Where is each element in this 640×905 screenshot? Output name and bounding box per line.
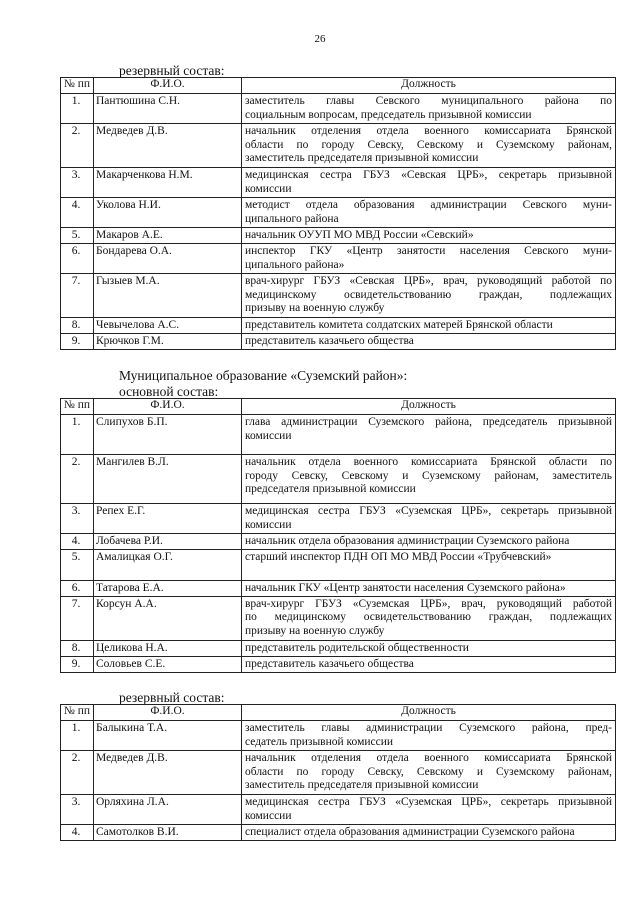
position-line: медицинская сестра ГБУЗ «Суземская ЦРБ», секретарь призывной: [245, 796, 612, 808]
row-number: 6.: [61, 244, 94, 274]
row-number: 9.: [61, 334, 94, 350]
position-line: комиссии: [245, 518, 292, 531]
table-row: [61, 124, 616, 168]
position-line: комиссии: [245, 429, 292, 442]
position-cell: [242, 596, 616, 640]
position-line: комиссии: [245, 182, 292, 195]
position-cell: [242, 228, 616, 244]
position-line: медицинскому освидетельствованию граждан, подлежащих: [245, 288, 612, 301]
row-number: 2.: [61, 751, 94, 795]
position-line: по медицинскому освидетельствованию граждан, подлежащих: [245, 611, 612, 623]
header-num: № пп: [61, 78, 94, 94]
person-name: Самотолков В.И.: [94, 825, 242, 841]
table-row: [61, 656, 616, 672]
position-line: социальным вопросам, председатель призывной комиссии: [245, 108, 532, 121]
position-cell: [242, 504, 616, 534]
person-name: Целикова Н.А.: [94, 640, 242, 656]
person-name: Балыкина Т.А.: [94, 721, 242, 751]
row-number: 8.: [61, 640, 94, 656]
position-line: представитель комитета солдатских матерей Брянской области: [245, 319, 553, 331]
position-line: ципального района: [245, 212, 339, 225]
table-row: [61, 581, 616, 597]
person-name: Лобачева Р.И.: [94, 534, 242, 550]
position-line: заместитель главы Севского муниципального района по: [245, 95, 612, 107]
position-line: медицинская сестра ГБУЗ «Севская ЦРБ», секретарь призывной: [245, 169, 612, 181]
main-composition-table-suzemka: [60, 398, 616, 673]
section3-title: резервный состав:: [119, 690, 225, 705]
row-number: 2.: [61, 455, 94, 504]
header-position: Должность: [242, 399, 616, 415]
position-line: заместитель главы администрации Суземского района, пред-: [245, 722, 612, 734]
table-row: [61, 168, 616, 198]
table-row: [61, 640, 616, 656]
row-number: 4.: [61, 825, 94, 841]
position-line: городу Севску, Севскому и Суземскому районам, заместитель: [245, 469, 612, 482]
position-cell: [242, 455, 616, 504]
position-line: начальник ОУУП МО МВД России «Севский»: [245, 229, 474, 241]
person-name: Соловьев С.Е.: [94, 656, 242, 672]
row-number: 9.: [61, 656, 94, 672]
person-name: Орляхина Л.А.: [94, 795, 242, 825]
header-num: № пп: [61, 399, 94, 415]
section2-title: Муниципальное образование «Суземский район»:: [119, 368, 408, 383]
position-cell: [242, 334, 616, 350]
person-name: Крючков Г.М.: [94, 334, 242, 350]
header-num: № пп: [61, 705, 94, 721]
position-line: начальник отдела военного комиссариата Брянской области по: [245, 456, 612, 468]
person-name: Гызыев М.А.: [94, 274, 242, 318]
position-cell: [242, 534, 616, 550]
row-number: 7.: [61, 274, 94, 318]
table-row: [61, 228, 616, 244]
row-number: 1.: [61, 415, 94, 455]
row-number: 3.: [61, 504, 94, 534]
row-number: 1.: [61, 721, 94, 751]
header-fio: Ф.И.О.: [94, 78, 242, 94]
position-line: врач-хирург ГБУЗ «Севская ЦРБ», врач, руководящий работой по: [245, 275, 612, 287]
table-row: [61, 318, 616, 334]
position-cell: [242, 550, 616, 581]
table-row: [61, 274, 616, 318]
table-row: [61, 751, 616, 795]
person-name: Бондарева О.А.: [94, 244, 242, 274]
row-number: 4.: [61, 534, 94, 550]
person-name: Пантюшина С.Н.: [94, 94, 242, 124]
position-line: медицинская сестра ГБУЗ «Суземская ЦРБ», секретарь призывной: [245, 505, 612, 517]
table-row: [61, 94, 616, 124]
reserve-composition-table-suzemka: [60, 704, 616, 841]
position-line: методист отдела образования администрации Севского муни-: [245, 199, 612, 211]
table-row: [61, 550, 616, 581]
position-line: представитель казачьего общества: [245, 335, 414, 347]
table-row: [61, 415, 616, 455]
table-row: [61, 244, 616, 274]
position-cell: [242, 94, 616, 124]
position-line: начальник отделения отдела военного комиссариата Брянской: [245, 752, 612, 764]
table-row: [61, 795, 616, 825]
person-name: Репех Е.Г.: [94, 504, 242, 534]
position-cell: [242, 274, 616, 318]
header-position: Должность: [242, 705, 616, 721]
position-line: седатель призывной комиссии: [245, 735, 394, 748]
position-line: заместитель председателя призывной комиссии: [245, 152, 479, 164]
position-line: представитель родительской общественности: [245, 641, 469, 654]
section2-subtitle: основной состав:: [119, 384, 219, 399]
table-row: [61, 198, 616, 228]
position-line: заместитель председателя призывной комиссии: [245, 779, 479, 791]
row-number: 6.: [61, 581, 94, 597]
position-cell: [242, 318, 616, 334]
page-number: 26: [314, 33, 326, 45]
position-cell: [242, 640, 616, 656]
row-number: 3.: [61, 168, 94, 198]
position-line: начальник ГКУ «Центр занятости населения Суземского района»: [245, 582, 566, 594]
position-cell: [242, 198, 616, 228]
table-header-row: [61, 705, 616, 721]
position-line: инспектор ГКУ «Центр занятости населения Севского муни-: [245, 245, 612, 257]
person-name: Чевычелова А.С.: [94, 318, 242, 334]
table-row: [61, 534, 616, 550]
person-name: Медведев Д.В.: [94, 124, 242, 168]
position-line: призыву на военную службу: [245, 302, 385, 314]
table-row: [61, 334, 616, 350]
table-header-row: [61, 78, 616, 94]
person-name: Медведев Д.В.: [94, 751, 242, 795]
header-position: Должность: [242, 78, 616, 94]
row-number: 1.: [61, 94, 94, 124]
table-header-row: [61, 399, 616, 415]
person-name: Уколова Н.И.: [94, 198, 242, 228]
position-cell: [242, 795, 616, 825]
row-number: 7.: [61, 596, 94, 640]
header-fio: Ф.И.О.: [94, 399, 242, 415]
table-row: [61, 455, 616, 504]
person-name: Макарченкова Н.М.: [94, 168, 242, 198]
row-number: 5.: [61, 550, 94, 581]
position-cell: [242, 721, 616, 751]
table-row: [61, 825, 616, 841]
table-row: [61, 596, 616, 640]
row-number: 4.: [61, 198, 94, 228]
position-line: глава администрации Суземского района, председатель призывной: [245, 416, 612, 428]
position-line: председателя призывной комиссии: [245, 483, 416, 495]
reserve-composition-table-sevsk: [60, 77, 616, 350]
person-name: Макаров А.Е.: [94, 228, 242, 244]
person-name: Слипухов Б.П.: [94, 415, 242, 455]
position-cell: [242, 656, 616, 672]
row-number: 8.: [61, 318, 94, 334]
row-number: 5.: [61, 228, 94, 244]
position-line: начальник отдела образования администрации Суземского района: [245, 535, 570, 547]
position-line: врач-хирург ГБУЗ «Суземская ЦРБ», врач, руководящий работой: [245, 597, 612, 610]
position-line: ципального района»: [245, 258, 345, 271]
person-name: Амалицкая О.Г.: [94, 550, 242, 581]
person-name: Татарова Е.А.: [94, 581, 242, 597]
position-line: старший инспектор ПДН ОП МО МВД России «Трубчевский»: [245, 551, 552, 563]
position-cell: [242, 168, 616, 198]
header-fio: Ф.И.О.: [94, 705, 242, 721]
position-line: области по городу Севску, Севскому и Суземскому районам,: [245, 765, 612, 778]
position-cell: [242, 244, 616, 274]
position-line: начальник отделения отдела военного комиссариата Брянской: [245, 125, 612, 137]
position-line: области по городу Севску, Севскому и Суземскому районам,: [245, 138, 612, 151]
position-line: призыву на военную службу: [245, 624, 385, 637]
person-name: Корсун А.А.: [94, 596, 242, 640]
position-cell: [242, 751, 616, 795]
section1-title: резервный состав:: [119, 63, 225, 78]
position-line: специалист отдела образования администрации Суземского района: [245, 826, 575, 838]
position-cell: [242, 581, 616, 597]
position-line: комиссии: [245, 809, 292, 822]
table-row: [61, 721, 616, 751]
person-name: Мангилев В.Л.: [94, 455, 242, 504]
row-number: 3.: [61, 795, 94, 825]
position-cell: [242, 415, 616, 455]
position-line: представитель казачьего общества: [245, 657, 414, 670]
position-cell: [242, 124, 616, 168]
position-cell: [242, 825, 616, 841]
row-number: 2.: [61, 124, 94, 168]
table-row: [61, 504, 616, 534]
